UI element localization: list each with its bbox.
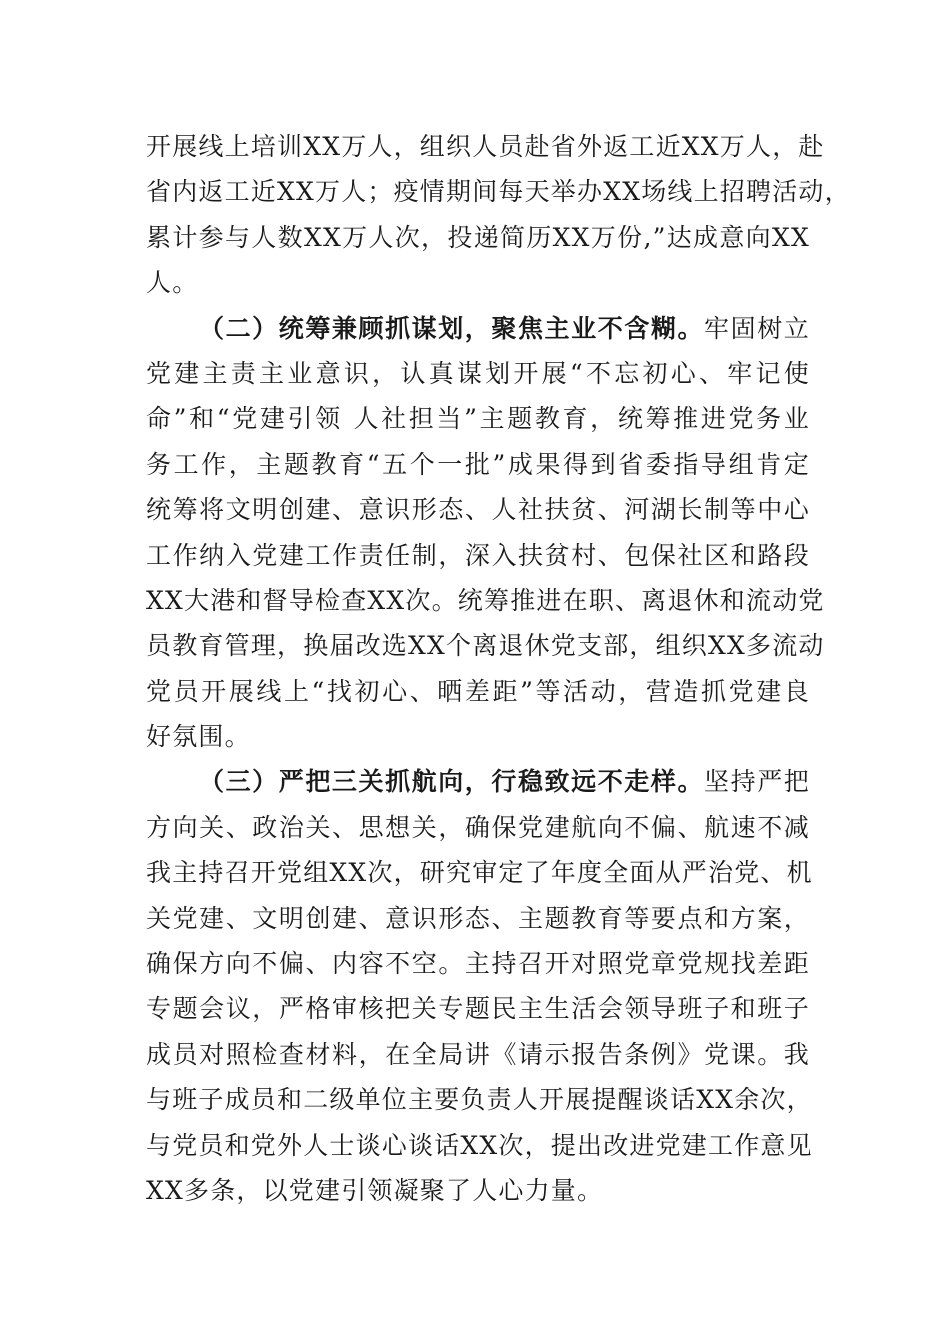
paragraph-first-line — [146, 759, 810, 804]
text-line: 专题会议，严格审核把关专题民主生活会领导班子和班子 — [146, 994, 810, 1024]
text-line: 省内返工近XX万人；疫情期间每天举办XX场线上招聘活动， — [146, 177, 851, 207]
text-line: 统筹将文明创建、意识形态、人社扶贫、河湖长制等中心 — [146, 495, 810, 525]
paragraph-1 — [146, 124, 851, 306]
text-line: 与党员和党外人士谈心谈话XX次，提出改进党建工作意见 — [146, 1130, 813, 1160]
text-line: 确保方向不偏、内容不空。主持召开对照党章党规找差距 — [146, 949, 810, 979]
text-line: 工作纳入党建工作责任制，深入扶贫村、包保社区和路段 — [146, 540, 810, 570]
text-line: 我主持召开党组XX次，研究审定了年度全面从严治党、机 — [146, 858, 813, 888]
text-line: 累计参与人数XX万人次，投递简历XX万份,”达成意向XX — [146, 222, 810, 252]
text-line: 党建主责主业意识，认真谋划开展“不忘初心、牢记使 — [146, 358, 810, 388]
text-line: 人。 — [146, 268, 199, 298]
section-heading: （二）统筹兼顾抓谋划，聚焦主业不含糊。 — [199, 313, 705, 343]
paragraph-3 — [146, 759, 813, 1213]
paragraph-2 — [146, 306, 825, 760]
text-line: 与班子成员和二级单位主要负责人开展提醒谈话XX余次， — [146, 1085, 813, 1115]
text-line: 关党建、文明创建、意识形态、主题教育等要点和方案， — [146, 903, 810, 933]
text-line: 命”和“党建引领 人社担当”主题教育，统筹推进党务业 — [146, 404, 810, 434]
document-body — [146, 124, 851, 1213]
text-line: 党员开展线上“找初心、晒差距”等活动，营造抓党建良 — [146, 676, 810, 706]
text-line: 开展线上培训XX万人，组织人员赴省外返工近XX万人，赴 — [146, 132, 825, 161]
paragraph-first-line — [146, 306, 810, 351]
section-heading: （三）严把三关抓航向，行稳致远不走样。 — [199, 767, 705, 797]
text-run: 坚持严把 — [704, 767, 810, 797]
text-line: 好氛围。 — [146, 722, 251, 752]
text-line: XX大港和督导检查XX次。统筹推进在职、离退休和流动党 — [146, 585, 825, 615]
text-run: 牢固树立 — [704, 313, 810, 343]
text-line: 员教育管理，换届改选XX个离退休党支部，组织XX多流动 — [146, 631, 825, 661]
text-line: 方向关、政治关、思想关，确保党建航向不偏、航速不减 — [146, 812, 810, 842]
text-line: 成员对照检查材料，在全局讲《请示报告条例》党课。我 — [146, 1039, 810, 1069]
text-line: 务工作，主题教育“五个一批”成果得到省委指导组肯定 — [146, 449, 810, 479]
text-line: XX多条，以党建引领凝聚了人心力量。 — [146, 1175, 604, 1205]
